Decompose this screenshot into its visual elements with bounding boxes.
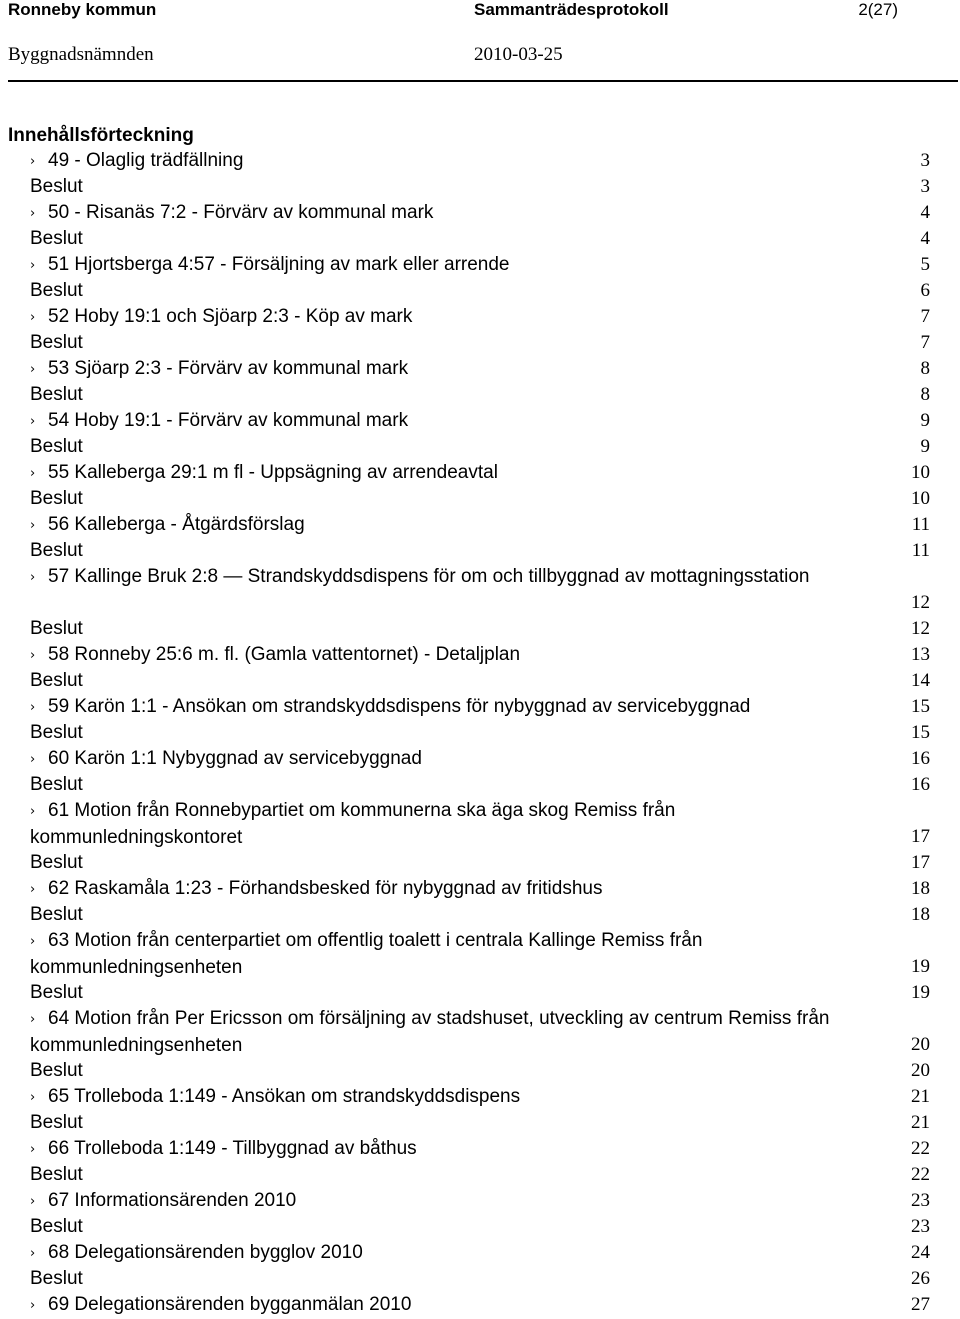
toc-entry-label: Beslut [30,228,83,249]
toc-subentry[interactable] [0,278,960,304]
toc-entry-label: 63 Motion från centerpartiet om offentlig toalett i centrala Kallinge Remiss från kommunledningsenheten [30,930,703,978]
toc-entry-label: 59 Karön 1:1 - Ansökan om strandskyddsdispens för nybyggnad av servicebyggnad [48,696,751,717]
toc-entry[interactable] [0,408,960,434]
toc-entry-label: 57 Kallinge Bruk 2:8 — Strandskyddsdispens för om och tillbyggnad av mottagningsstation [48,566,810,587]
toc-entry-text-wrap [30,980,890,1006]
toc-page-number: 15 [911,722,930,743]
toc-entry[interactable] [0,1084,960,1110]
chevron-right-icon: › [30,1194,36,1209]
chevron-right-icon: › [30,310,36,325]
toc-entry[interactable] [0,1006,960,1058]
chevron-right-icon: › [30,1142,36,1157]
toc-entry-text-wrap [30,304,890,331]
toc-page-number: 12 [911,592,930,613]
toc-page-number: 22 [911,1164,930,1185]
toc-page-number: 10 [911,462,930,483]
toc-entry-label: 55 Kalleberga 29:1 m fl - Uppsägning av arrendeavtal [48,462,498,483]
toc-entry[interactable] [0,460,960,486]
toc-page-number: 6 [920,280,930,301]
toc-entry-text-wrap [30,928,890,981]
toc-subentry[interactable] [0,486,960,512]
toc-entry-label: Beslut [30,384,83,405]
toc-page-number: 12 [911,618,930,639]
chevron-right-icon: › [30,752,36,767]
toc-entry[interactable] [0,928,960,980]
toc-page-number: 7 [920,332,930,353]
toc-page-number: 11 [911,540,930,561]
toc-subentry[interactable] [0,1266,960,1292]
toc-page-number: 18 [911,904,930,925]
toc-entry-text-wrap [30,1136,890,1163]
toc-entry-text-wrap [30,850,890,876]
toc-entry-text-wrap [30,772,890,798]
toc-entry-label: Beslut [30,1164,83,1185]
toc-entry-text-wrap [30,1162,890,1188]
toc-page-number: 15 [911,696,930,717]
toc-subentry[interactable] [0,434,960,460]
toc-entry-label: Beslut [30,176,83,197]
page-indicator: 2(27) [858,0,898,19]
toc-entry-text-wrap [30,1084,890,1111]
toc-subentry[interactable] [0,226,960,252]
toc-page-number: 4 [920,202,930,223]
toc-entry-text-wrap [30,356,890,383]
toc-entry[interactable] [0,876,960,902]
toc-entry-label: Beslut [30,540,83,561]
toc-page-number: 21 [911,1086,930,1107]
document-type: Sammanträdesprotokoll [474,0,669,19]
toc-entry-text-wrap [30,1266,890,1292]
toc-entry-text-wrap [30,278,890,304]
toc-entry[interactable] [0,798,960,850]
toc-entry-label: 61 Motion från Ronnebypartiet om kommunerna ska äga skog Remiss från kommunledningskontoret [30,800,676,848]
toc-page-number: 7 [920,306,930,327]
toc-entry-text-wrap [30,642,890,669]
toc-entry[interactable] [0,252,960,278]
toc-page-number: 18 [911,878,930,899]
toc-entry-label: 60 Karön 1:1 Nybyggnad av servicebyggnad [48,748,422,769]
chevron-right-icon: › [30,804,36,819]
toc-entry-label: 50 - Risanäs 7:2 - Förvärv av kommunal mark [48,202,434,223]
toc-entry-text-wrap [30,382,890,408]
toc-entry-text-wrap [30,148,890,175]
toc-subentry[interactable] [0,1162,960,1188]
toc-entry-text-wrap [30,668,890,694]
toc-page-number: 17 [911,852,930,873]
toc-subentry[interactable] [0,980,960,1006]
toc-entry-label: Beslut [30,1268,83,1289]
chevron-right-icon: › [30,206,36,221]
toc-entry-text-wrap [30,434,890,460]
toc-page-number: 26 [911,1268,930,1289]
toc-list [0,148,960,1318]
chevron-right-icon: › [30,648,36,663]
toc-page-number: 20 [911,1060,930,1081]
toc-entry-text-wrap [30,460,890,487]
toc-entry-text-wrap [30,1188,890,1215]
chevron-right-icon: › [30,1090,36,1105]
toc-page-number: 11 [911,514,930,535]
chevron-right-icon: › [30,1298,36,1313]
toc-entry[interactable] [0,1292,960,1318]
toc-entry-label: 53 Sjöarp 2:3 - Förvärv av kommunal mark [48,358,409,379]
toc-entry-label: 67 Informationsärenden 2010 [48,1190,297,1211]
chevron-right-icon: › [30,258,36,273]
toc-entry[interactable] [0,1240,960,1266]
toc-page-number: 5 [920,254,930,275]
toc-entry-label: 62 Raskamåla 1:23 - Förhandsbesked för nybyggnad av fritidshus [48,878,603,899]
toc-page-number: 17 [911,826,930,847]
toc-subentry[interactable] [0,772,960,798]
header-line-1 [8,0,898,24]
toc-entry[interactable] [0,1136,960,1162]
chevron-right-icon: › [30,882,36,897]
toc-entry-text-wrap [30,798,890,851]
toc-page-number: 13 [911,644,930,665]
header-divider [8,80,958,82]
chevron-right-icon: › [30,570,36,585]
toc-page-number: 21 [911,1112,930,1133]
toc-entry-text-wrap [30,1240,890,1267]
toc-entry-label: 52 Hoby 19:1 och Sjöarp 2:3 - Köp av mark [48,306,413,327]
toc-entry-label: Beslut [30,982,83,1003]
toc-entry-label: Beslut [30,618,83,639]
toc-subentry[interactable] [0,850,960,876]
toc-entry-label: Beslut [30,1216,83,1237]
toc-entry-text-wrap [30,252,890,279]
toc-page-number: 14 [911,670,930,691]
toc-subentry[interactable] [0,720,960,746]
toc-entry-text-wrap [30,720,890,746]
chevron-right-icon: › [30,700,36,715]
toc-entry-label: Beslut [30,332,83,353]
toc-entry-label: 51 Hjortsberga 4:57 - Försäljning av mark eller arrende [48,254,510,275]
toc-entry-text-wrap [30,1214,890,1240]
toc-entry-text-wrap [30,408,890,435]
toc-subentry[interactable] [0,668,960,694]
chevron-right-icon: › [30,362,36,377]
toc-subentry[interactable] [0,1110,960,1136]
toc-entry-text-wrap [30,1110,890,1136]
toc-page-number: 23 [911,1216,930,1237]
toc-page-number: 4 [920,228,930,249]
toc-entry-label: Beslut [30,280,83,301]
toc-entry[interactable] [0,642,960,668]
toc-page-number: 19 [911,956,930,977]
toc-subentry[interactable] [0,538,960,564]
toc-entry-text-wrap [30,616,890,642]
toc-entry-label: 68 Delegationsärenden bygglov 2010 [48,1242,363,1263]
toc-subentry[interactable] [0,330,960,356]
chevron-right-icon: › [30,466,36,481]
toc-entry[interactable] [0,148,960,174]
toc-subentry[interactable] [0,174,960,200]
toc-entry-label: 64 Motion från Per Ericsson om försäljning av stadshuset, utveckling av centrum Remiss från kommunledningsenheten [30,1008,830,1056]
toc-entry-text-wrap [30,200,890,227]
org-name: Ronneby kommun [8,0,157,19]
toc-entry-label: 49 - Olaglig trädfällning [48,150,244,171]
board-name: Byggnadsnämnden [8,44,154,65]
toc-entry-text-wrap [30,1292,890,1319]
toc-entry-label: 65 Trolleboda 1:149 - Ansökan om strandskyddsdispens [48,1086,521,1107]
toc-page-number: 22 [911,1138,930,1159]
toc-entry-text-wrap [30,486,890,512]
toc-subentry[interactable] [0,382,960,408]
toc-entry-label: 58 Ronneby 25:6 m. fl. (Gamla vattentornet) - Detaljplan [48,644,521,665]
chevron-right-icon: › [30,414,36,429]
toc-entry-label: Beslut [30,904,83,925]
toc-entry-text-wrap [30,538,890,564]
toc-entry-text-wrap [30,174,890,200]
chevron-right-icon: › [30,1012,36,1027]
toc-entry-label: 56 Kalleberga - Åtgärdsförslag [48,514,305,535]
toc-entry-label: Beslut [30,670,83,691]
toc-entry-label: Beslut [30,488,83,509]
toc-title: Innehållsförteckning [8,125,194,146]
toc-entry-text-wrap [30,746,890,773]
toc-entry[interactable] [0,304,960,330]
toc-entry-label: Beslut [30,436,83,457]
toc-page-number: 23 [911,1190,930,1211]
toc-entry[interactable] [0,694,960,720]
toc-subentry[interactable] [0,1214,960,1240]
toc-page-number: 27 [911,1294,930,1315]
toc-entry-label: Beslut [30,774,83,795]
chevron-right-icon: › [30,154,36,169]
meeting-date: 2010-03-25 [474,44,563,65]
toc-entry-label: 54 Hoby 19:1 - Förvärv av kommunal mark [48,410,409,431]
chevron-right-icon: › [30,518,36,533]
toc-entry-text-wrap [30,226,890,252]
toc-page-number: 3 [920,176,930,197]
toc-page-number: 16 [911,748,930,769]
toc-entry-label: 69 Delegationsärenden bygganmälan 2010 [48,1294,412,1315]
toc-entry[interactable] [0,746,960,772]
toc-page-number: 9 [920,436,930,457]
toc-entry-label: Beslut [30,722,83,743]
header-line-2 [8,44,898,68]
toc-entry[interactable] [0,200,960,226]
toc-entry-label: Beslut [30,1060,83,1081]
toc-page-number: 16 [911,774,930,795]
toc-subentry[interactable] [0,616,960,642]
toc-entry-label: Beslut [30,852,83,873]
toc-page-number: 10 [911,488,930,509]
toc-entry-text-wrap [30,902,890,928]
toc-subentry[interactable] [0,902,960,928]
toc-page-number: 19 [911,982,930,1003]
toc-entry-text-wrap [30,876,890,903]
toc-entry-text-wrap [30,330,890,356]
toc-entry-text-wrap [30,1058,890,1084]
toc-entry-text-wrap [30,694,890,721]
toc-page-number: 8 [920,384,930,405]
toc-page-number: 20 [911,1034,930,1055]
toc-entry-label: Beslut [30,1112,83,1133]
chevron-right-icon: › [30,934,36,949]
toc-entry-text-wrap [30,512,890,539]
toc-page-number: 8 [920,358,930,379]
chevron-right-icon: › [30,1246,36,1261]
toc-page-number: 24 [911,1242,930,1263]
toc-entry[interactable] [0,564,960,616]
toc-entry-text-wrap [30,1006,890,1059]
toc-entry[interactable] [0,356,960,382]
toc-entry-text-wrap [30,564,890,591]
toc-page-number: 9 [920,410,930,431]
toc-entry[interactable] [0,1188,960,1214]
toc-entry-label: 66 Trolleboda 1:149 - Tillbyggnad av båthus [48,1138,417,1159]
toc-entry[interactable] [0,512,960,538]
toc-page-number: 3 [920,150,930,171]
toc-subentry[interactable] [0,1058,960,1084]
